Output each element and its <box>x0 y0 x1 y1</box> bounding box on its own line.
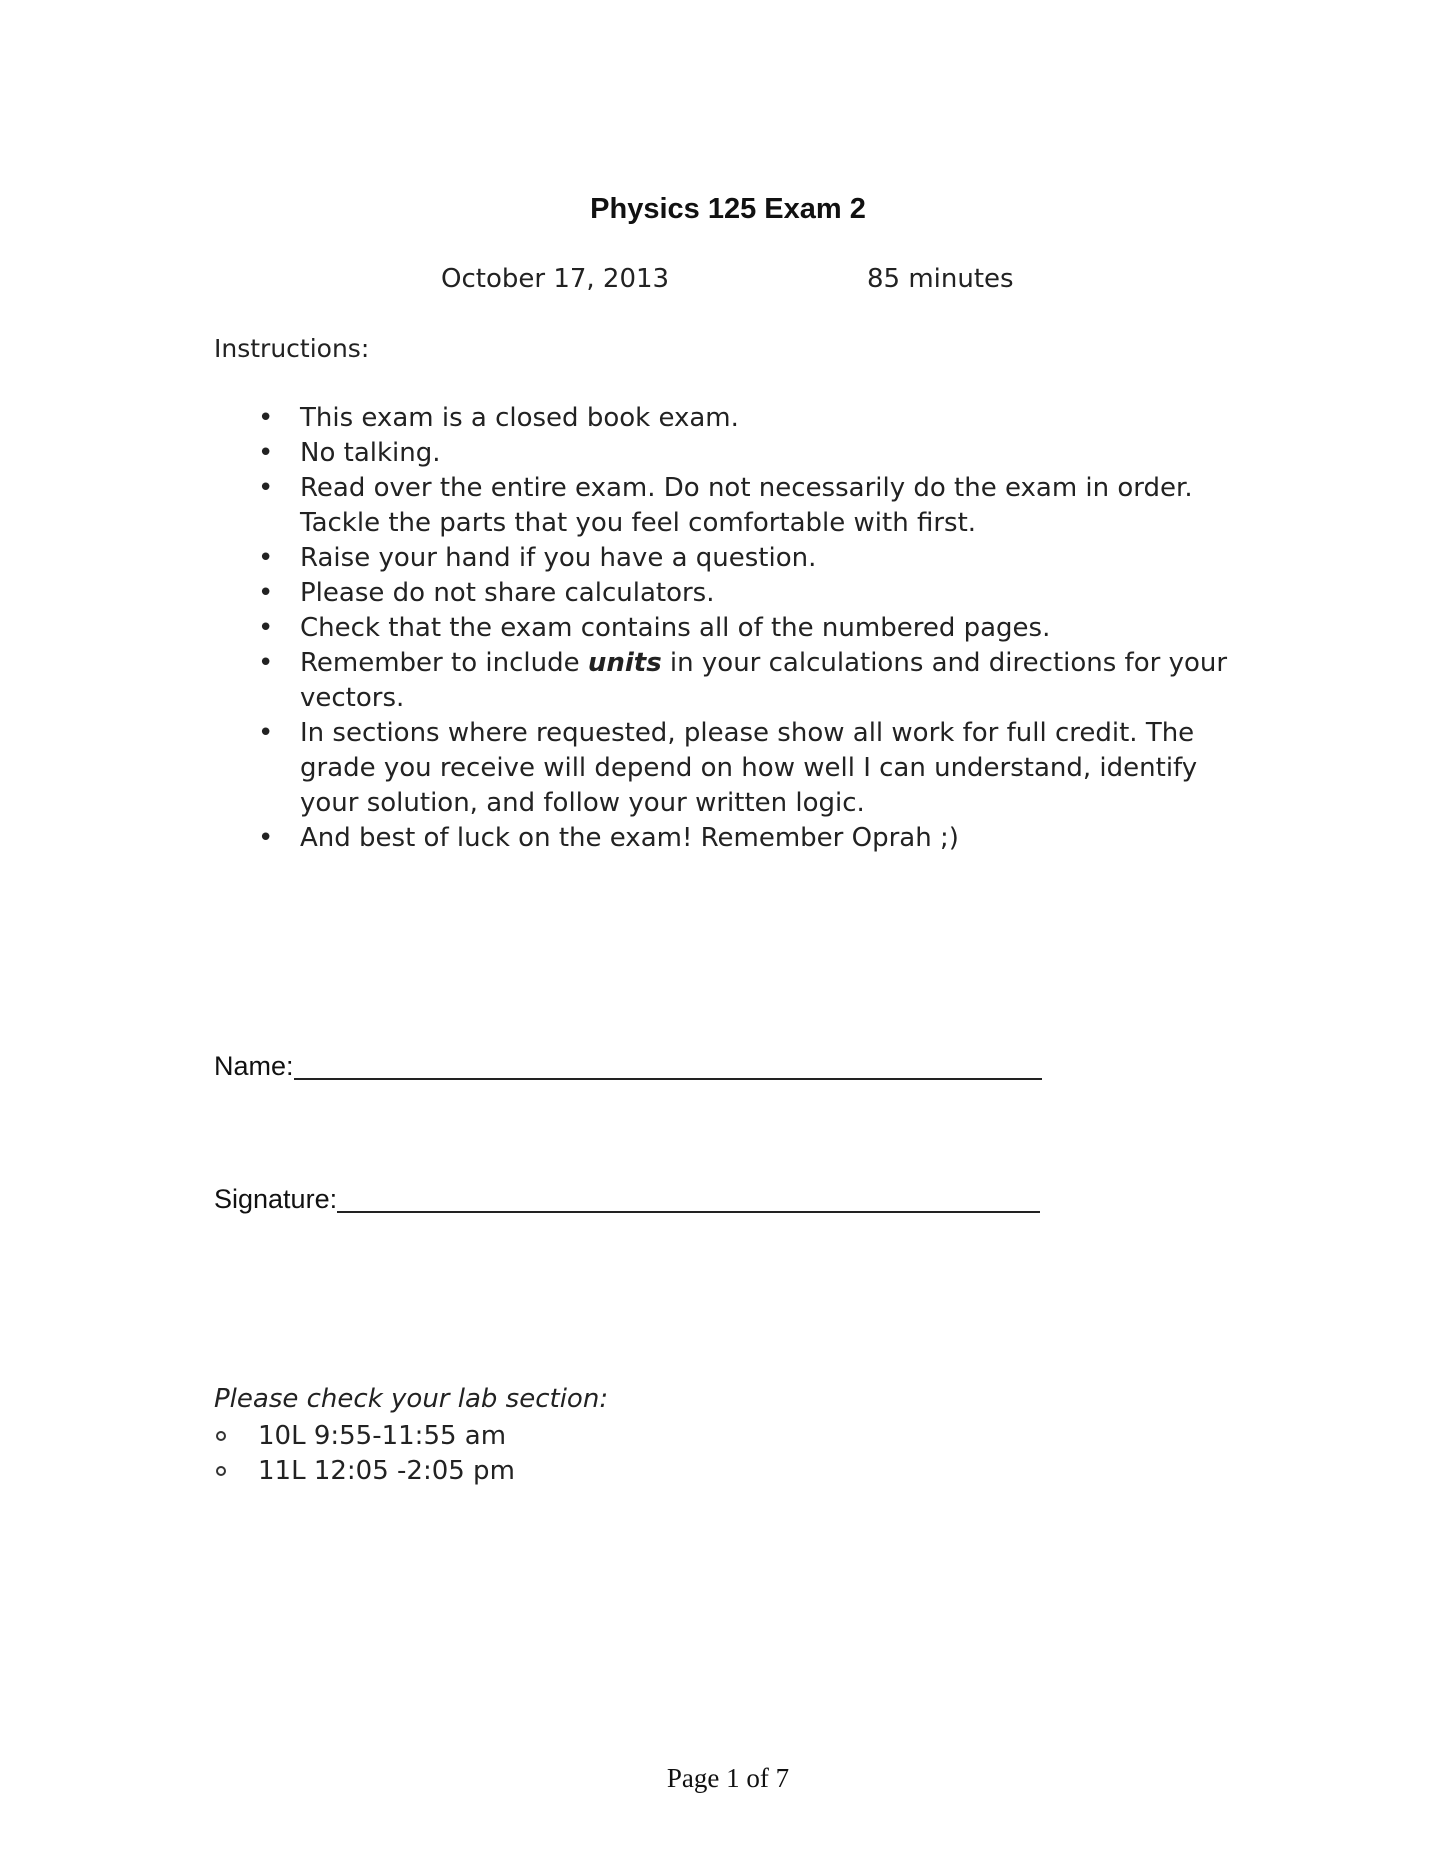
lab-option-label: 10L 9:55-11:55 am <box>258 1421 507 1451</box>
signature-label: Signature: <box>214 1184 338 1214</box>
name-field-row <box>214 1050 1042 1082</box>
lab-option[interactable] <box>214 1454 515 1489</box>
instruction-item <box>214 401 1254 436</box>
bullet-icon: • <box>258 648 274 678</box>
radio-circle-icon[interactable] <box>216 1431 226 1441</box>
bullet-icon: • <box>258 613 274 643</box>
instruction-text: And best of luck on the exam! Remember Oprah ;) <box>300 823 959 853</box>
signature-field-row <box>214 1183 1040 1215</box>
exam-duration: 85 minutes <box>867 264 1014 294</box>
instruction-emphasis: units <box>587 648 662 678</box>
instructions-heading: Instructions: <box>214 334 370 363</box>
bullet-icon: • <box>258 578 274 608</box>
instruction-text: Raise your hand if you have a question. <box>300 543 817 573</box>
instruction-text: Please do not share calculators. <box>300 578 715 608</box>
lab-option[interactable] <box>214 1419 515 1454</box>
lab-section-heading: Please check your lab section: <box>214 1384 609 1414</box>
bullet-icon: • <box>258 473 274 503</box>
instruction-item <box>214 541 1254 576</box>
exam-title: Physics 125 Exam 2 <box>590 193 866 225</box>
instructions-list <box>214 401 1254 856</box>
exam-date: October 17, 2013 <box>441 264 670 294</box>
instruction-item <box>214 436 1254 471</box>
instruction-item <box>214 471 1254 541</box>
instruction-text-before: Remember to include <box>300 648 588 678</box>
bullet-icon: • <box>258 718 274 748</box>
instruction-text: Read over the entire exam. Do not necessarily do the exam in order. Tackle the parts that you feel comfortable with first. <box>300 473 1193 538</box>
instruction-item <box>214 821 1254 856</box>
instruction-item <box>214 611 1254 646</box>
radio-circle-icon[interactable] <box>216 1466 226 1476</box>
lab-section-options <box>214 1419 515 1489</box>
instruction-text: In sections where requested, please show all work for full credit. The grade you receive will depend on how well I can understand, identify your solution, and follow your written logic. <box>300 718 1198 818</box>
name-field[interactable] <box>294 1050 1042 1080</box>
name-label: Name: <box>214 1051 294 1081</box>
page-number: Page 1 of 7 <box>666 1763 790 1793</box>
lab-option-label: 11L 12:05 -2:05 pm <box>258 1456 515 1486</box>
instruction-item <box>214 716 1254 821</box>
bullet-icon: • <box>258 438 274 468</box>
bullet-icon: • <box>258 543 274 573</box>
instruction-item <box>214 576 1254 611</box>
signature-field[interactable] <box>337 1183 1040 1213</box>
instruction-text: Check that the exam contains all of the numbered pages. <box>300 613 1051 643</box>
instruction-text: This exam is a closed book exam. <box>300 403 739 433</box>
instruction-item <box>214 646 1254 716</box>
instruction-text-after: in your calculations and directions for your vectors. <box>300 648 1228 713</box>
bullet-icon: • <box>258 823 274 853</box>
bullet-icon: • <box>258 403 274 433</box>
instruction-text: No talking. <box>300 438 441 468</box>
